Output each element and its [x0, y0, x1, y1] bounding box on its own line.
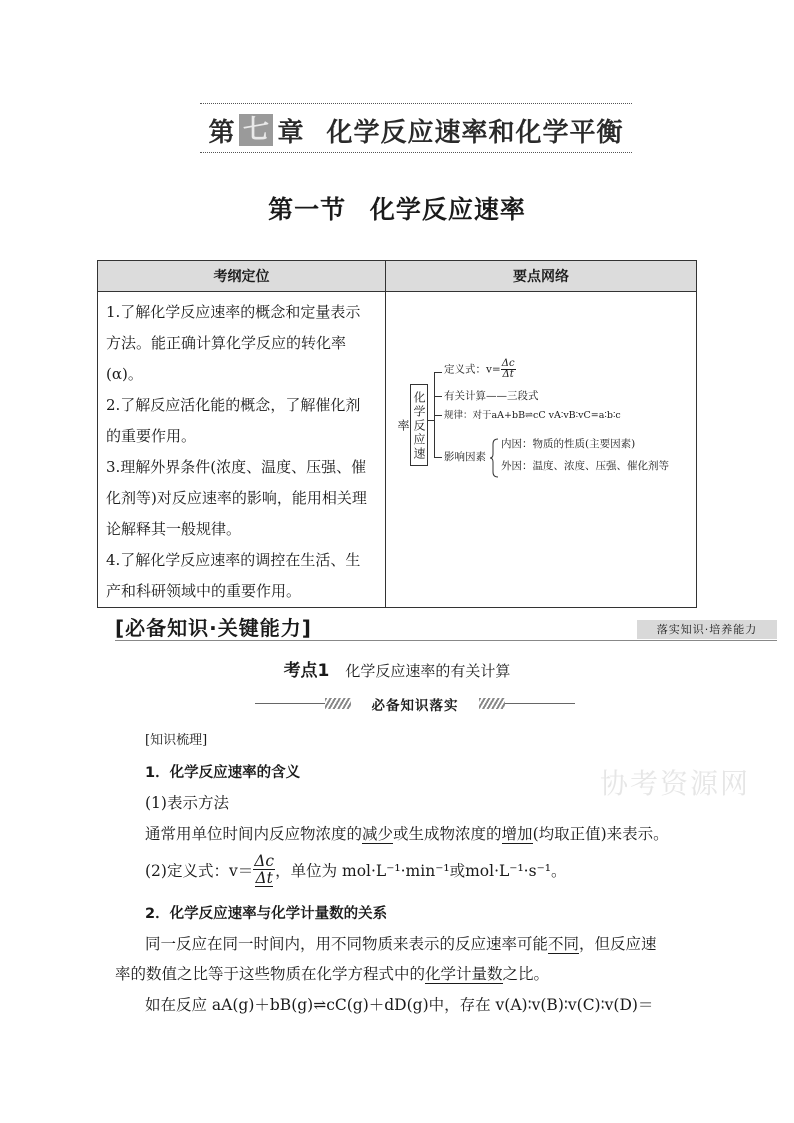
rate-numerator: Δc — [254, 852, 275, 870]
objective-line: 化剂等)对反应速率的影响，能用相关理 — [106, 489, 367, 507]
mindmap-definition: 定义式：v= $\frac{\Delta c}{\Delta t}$ — [444, 358, 515, 380]
objective-line: 的重要作用。 — [106, 427, 197, 445]
banner-title: [必备知识·关键能力] — [115, 616, 312, 640]
objective-line: 3.理解外界条件(浓度、温度、压强、催 — [106, 458, 367, 476]
subhead-rule-right — [505, 703, 575, 704]
definition-denominator: Δt — [502, 369, 514, 380]
objective-line: 2.了解反应活化能的概念，了解催化剂 — [106, 396, 361, 414]
banner-rule — [115, 640, 777, 641]
col-header-objectives: 考纲定位 — [98, 261, 386, 292]
mindmap-internal: 内因：物质的性质(主要因素) — [501, 438, 636, 450]
hatch-icon — [479, 698, 505, 709]
hatch-icon — [325, 698, 351, 709]
mindmap-calc: 有关计算——三段式 — [444, 390, 539, 402]
mindmap-branch — [434, 396, 442, 397]
item-1: (1)表示方法 — [145, 794, 229, 812]
objectives-cell — [98, 292, 386, 608]
mindmap — [386, 292, 696, 607]
section-label: [知识梳理] — [145, 733, 208, 748]
mindmap-branch — [434, 415, 442, 416]
chapter-prefix: 第 — [208, 117, 236, 148]
paragraph-1: 通常用单位时间内反应物浓度的减少或生成物浓度的增加(均取正值)来表示。 — [145, 825, 669, 843]
mindmap-cell — [386, 292, 697, 608]
heading-1: 1．化学反应速率的含义 — [145, 765, 301, 781]
definition-numerator: Δc — [501, 358, 515, 369]
objective-line: 论解释其一般规律。 — [106, 520, 242, 538]
mindmap-factors: 影响因素 — [444, 451, 486, 463]
outline-table — [97, 260, 697, 608]
brace-icon — [489, 438, 499, 478]
answer-blank: 不同 — [548, 935, 580, 953]
mindmap-branch — [434, 457, 442, 458]
subhead-text: 必备知识落实 — [371, 698, 459, 714]
chapter-title: 化学反应速率和化学平衡 — [326, 117, 624, 148]
section-title: 第一节 化学反应速率 — [268, 195, 526, 224]
objective-line: 1.了解化学反应速率的概念和定量表示 — [106, 303, 361, 321]
rate-denominator: Δt — [255, 869, 273, 887]
mindmap-root: 化学反应速率 — [410, 384, 428, 466]
item-2: (2)定义式：v＝ $\frac{\Delta c}{\Delta t}$ ，单位为 mol·L⁻¹·min⁻¹或mol·L⁻¹·s⁻¹。 — [145, 852, 567, 887]
kaodian-label: 考点1 — [283, 661, 330, 681]
answer-blank: 化学计量数 — [425, 965, 503, 983]
col-header-network: 要点网络 — [386, 261, 697, 292]
paragraph-3: 率的数值之比等于这些物质在化学方程式中的化学计量数之比。 — [115, 965, 550, 983]
mindmap-rule: 规律：对于aA+bB⇌cC vA∶vB∶vC=a∶b∶c — [444, 410, 621, 421]
chapter-heading — [200, 112, 632, 148]
mindmap-branch — [434, 372, 442, 373]
objective-line: 产和科研领域中的重要作用。 — [106, 582, 302, 600]
answer-blank: 减少 — [362, 825, 394, 843]
chapter-bottom-rule — [200, 152, 632, 153]
watermark: 协考资源网 — [600, 767, 751, 800]
kaodian-title: 化学反应速率的有关计算 — [345, 662, 511, 680]
objectives-list — [98, 292, 385, 607]
chapter-suffix: 章 — [277, 117, 305, 148]
heading-2: 2．化学反应速率与化学计量数的关系 — [145, 906, 388, 922]
objective-line: 方法。能正确计算化学反应的转化率(α)。 — [106, 334, 347, 383]
rate-fraction — [253, 853, 275, 887]
kaodian-heading — [0, 656, 794, 681]
banner-tag: 落实知识·培养能力 — [637, 620, 777, 639]
subhead — [255, 694, 575, 714]
mindmap-external: 外因：温度、浓度、压强、催化剂等 — [501, 460, 669, 472]
objective-line: 4.了解化学反应速率的调控在生活、生 — [106, 551, 361, 569]
subhead-rule-left — [255, 703, 325, 704]
paragraph-2: 同一反应在同一时间内，用不同物质来表示的反应速率可能不同，但反应速 — [145, 935, 657, 953]
answer-blank: 增加 — [501, 825, 533, 843]
chapter-top-rule — [200, 103, 632, 104]
mindmap-connector — [428, 420, 434, 421]
chapter-number: 七 — [239, 114, 273, 146]
paragraph-4: 如在反应 aA(g)＋bB(g)⇌cC(g)＋dD(g)中，存在 v(A)∶v(B)∶v(C)∶v(D)＝ — [145, 996, 654, 1014]
